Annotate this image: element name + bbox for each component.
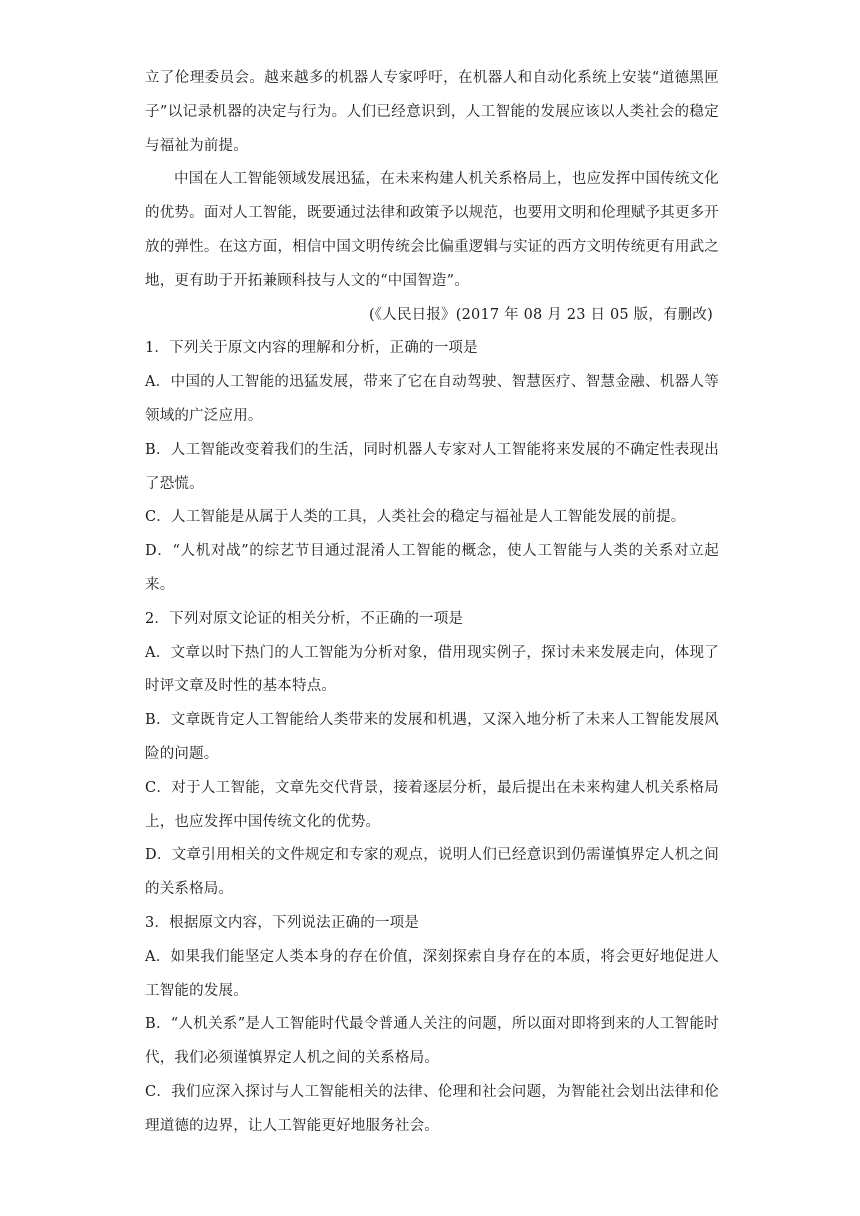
answer-option: A．中国的人工智能的迅猛发展，带来了它在自动驾驶、智慧医疗、智慧金融、机器人等领域的广泛应用。: [145, 374, 719, 424]
question-stem: 1．下列关于原文内容的理解和分析，正确的一项是: [145, 340, 478, 357]
answer-option: C．我们应深入探讨与人工智能相关的法律、伦理和社会问题，为智能社会划出法律和伦理道德的边界，让人工智能更好地服务社会。: [145, 1083, 719, 1134]
answer-option: C．对于人工智能，文章先交代背景，接着逐层分析，最后提出在未来构建人机关系格局上，也应发挥中国传统文化的优势。: [145, 779, 719, 830]
question-2: [145, 603, 719, 907]
answer-option: B．文章既肯定人工智能给人类带来的发展和机遇，又深入地分析了未来人工智能发展风险的问题。: [145, 712, 719, 762]
answer-option: A．文章以时下热门的人工智能为分析对象，借用现实例子，探讨未来发展走向，体现了时评文章及时性的基本特点。: [145, 644, 719, 695]
passage-paragraph: 中国在人工智能领域发展迅猛，在未来构建人机关系格局上，也应发挥中国传统文化的优势。面对人工智能，既要通过法律和政策予以规范，也要用文明和伦理赋予其更多开放的弹性。在这方面，相信中国文明传统会比偏重逻辑与实证的西方文明传统更有用武之地，更有助于开拓兼顾科技与人文的“中国智造”。: [145, 171, 719, 289]
answer-option: B．人工智能改变着我们的生活，同时机器人专家对人工智能将来发展的不确定性表现出了恐慌。: [145, 441, 719, 492]
answer-option: D．“人机对战”的综艺节目通过混淆人工智能的概念，使人工智能与人类的关系对立起来。: [145, 543, 719, 593]
document-page: [145, 62, 719, 1144]
answer-option: C．人工智能是从属于人类的工具，人类社会的稳定与福祉是人工智能发展的前提。: [145, 509, 686, 526]
question-1: [145, 332, 719, 602]
question-stem: 3．根据原文内容，下列说法正确的一项是: [145, 914, 420, 931]
passage-paragraph: 立了伦理委员会。越来越多的机器人专家呼吁，在机器人和自动化系统上安装“道德黑匣子”以记录机器的决定与行为。人们已经意识到，人工智能的发展应该以人类社会的稳定与福祉为前提。: [145, 70, 719, 154]
source-citation: (《人民日报》(2017 年 08 月 23 日 05 版，有删改): [368, 306, 713, 323]
question-stem: 2．下列对原文论证的相关分析，不正确的一项是: [145, 610, 464, 627]
answer-option: D．文章引用相关的文件规定和专家的观点，说明人们已经意识到仍需谨慎界定人机之间的关系格局。: [145, 847, 719, 898]
answer-option: B．“人机关系”是人工智能时代最令普通人关注的问题，所以面对即将到来的人工智能时代，我们必须谨慎界定人机之间的关系格局。: [145, 1016, 719, 1067]
answer-option: A．如果我们能坚定人类本身的存在价值，深刻探索自身存在的本质，将会更好地促进人工智能的发展。: [145, 948, 719, 999]
question-3: [145, 907, 719, 1144]
